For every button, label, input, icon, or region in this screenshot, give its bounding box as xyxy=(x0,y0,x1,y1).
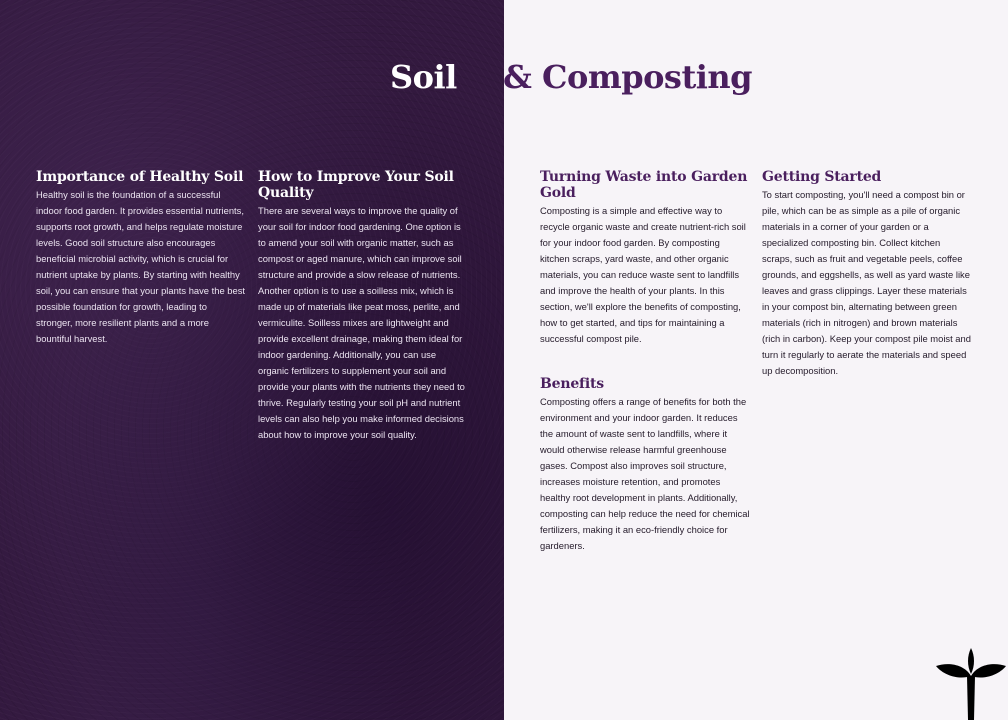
section-body: Composting is a simple and effective way to recycle organic waste and create nutrient-rich soil for your indoor food garden. By composting kitchen scraps, yard waste, and other organic materials, you can reduce waste sent to landfills and improve the health of your plants. In this section, we'll explore the benefits of composting, how to get started, and tips for maintaining a successful compost pile. xyxy=(540,205,746,344)
section-body: To start composting, you'll need a compost bin or pile, which can be as simple as a pile of organic materials in a corner of your garden or a specialized composting bin. Collect kitchen scraps, such as fruit and vegetable peels, coffee grounds, and eggshells, as well as yard waste like leaves and grass clippings. Layer these materials in your compost bin, alternating between green materials (rich in nitrogen) and brown materials (rich in carbon). Keep your compost pile moist and turn it regularly to aerate the materials and speed up decomposition. xyxy=(762,189,971,376)
section-body: There are several ways to improve the quality of your soil for indoor food gardening. One option is to amend your soil with organic matter, such as compost or aged manure, which can improve soil structure and provide a slow release of nutrients. Another option is to use a soilless mix, which is made up of materials like peat moss, perlite, and vermiculite. Soilless mixes are lightweight and provide excellent drainage, making them ideal for indoor gardening. Additionally, you can use organic fertilizers to supplement your soil and provide your plants with the nutrients they need to thrive. Regularly testing your soil pH and nutrient levels can also help you make informed decisions about how to improve your soil quality. xyxy=(258,205,465,440)
section-heading: Getting Started xyxy=(762,169,882,185)
section-heading: How to Improve Your Soil Quality xyxy=(258,169,454,201)
section-improve xyxy=(258,169,468,443)
section-heading: Benefits xyxy=(540,376,604,392)
page-title xyxy=(0,58,1008,102)
section-benefits xyxy=(540,376,752,554)
section-heading: Importance of Healthy Soil xyxy=(36,169,244,185)
section-heading: Turning Waste into Garden Gold xyxy=(540,169,748,201)
sprout-icon xyxy=(934,646,1008,720)
section-body: Composting offers a range of benefits for both the environment and your indoor garden. It reduces the amount of waste sent to landfills, where it would otherwise release harmful greenhouse gases. Compost also improves soil structure, increases moisture retention, and promotes healthy root development in plants. Additionally, composting can help reduce the need for chemical fertilizers, making it an eco-friendly choice for gardeners. xyxy=(540,396,750,551)
title-soil: Soil xyxy=(390,58,457,96)
title-composting: & Composting xyxy=(503,58,753,96)
section-waste xyxy=(540,169,752,347)
section-body: Healthy soil is the foundation of a successful indoor food garden. It provides essential nutrients, supports root growth, and helps regulate moisture levels. Good soil structure also encourages beneficial microbial activity, which is crucial for nutrient uptake by plants. By starting with healthy soil, you can ensure that your plants have the best possible foundation for growth, leading to stronger, more resilient plants and a more bountiful harvest. xyxy=(36,189,245,344)
section-getting-started xyxy=(762,169,972,379)
section-importance xyxy=(36,169,246,347)
